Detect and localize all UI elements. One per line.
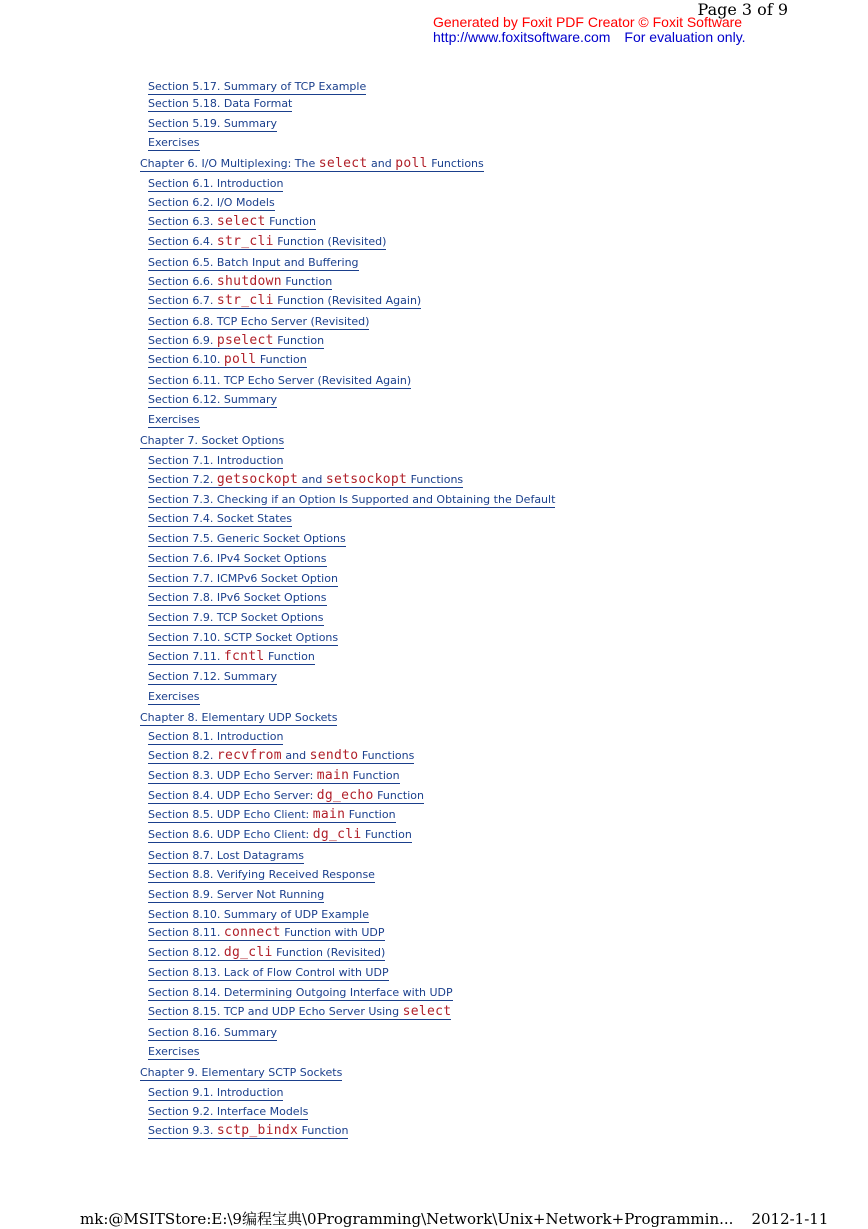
toc-section-item <box>148 747 414 765</box>
watermark-url-line <box>433 30 746 45</box>
toc-section-item <box>148 906 369 924</box>
toc-section-item <box>148 787 424 805</box>
toc-chapter-item <box>140 1064 342 1082</box>
link-text: Section 8.7. Lost Datagrams <box>148 849 305 862</box>
toc-section-link[interactable] <box>148 572 338 587</box>
link-text: Section 7.10. SCTP Socket Options <box>148 631 339 644</box>
toc-section-link[interactable] <box>148 294 421 309</box>
link-text: Function <box>256 353 307 366</box>
link-text: Section 8.14. Determining Outgoing Interface with UDP <box>148 986 453 999</box>
link-text: Chapter 7. Socket Options <box>140 434 285 447</box>
code-keyword: main <box>312 807 346 822</box>
toc-section-item <box>148 194 275 212</box>
toc-section-link[interactable] <box>148 631 338 646</box>
link-text: Function <box>298 1124 349 1137</box>
link-text: Section 8.9. Server Not Running <box>148 888 325 901</box>
toc-section-item <box>148 1084 283 1102</box>
toc-chapter-link[interactable] <box>140 434 284 449</box>
toc-section-link[interactable] <box>148 136 200 151</box>
link-text: Chapter 6. I/O Multiplexing: The <box>140 157 319 170</box>
toc-section-item <box>148 530 346 548</box>
toc-section-item <box>148 570 338 588</box>
link-text: Section 6.6. <box>148 275 217 288</box>
code-keyword: shutdown <box>216 274 282 289</box>
toc-chapter-item <box>140 432 284 450</box>
watermark-url[interactable]: http://www.foxitsoftware.com <box>433 29 611 45</box>
page-number: Page 3 of 9 <box>697 0 788 19</box>
toc-section-link[interactable] <box>148 789 424 804</box>
toc-chapter-link[interactable] <box>140 711 337 726</box>
link-text: Section 6.2. I/O Models <box>148 196 275 209</box>
toc-section-item <box>148 134 200 152</box>
toc-section-link[interactable] <box>148 908 369 923</box>
toc-section-item <box>148 332 324 350</box>
toc-section-item <box>148 273 332 291</box>
link-text: Section 6.10. <box>148 353 224 366</box>
code-keyword: fcntl <box>223 649 265 664</box>
toc-section-link[interactable] <box>148 1005 451 1020</box>
toc-section-link[interactable] <box>148 926 385 941</box>
link-text: Section 8.15. TCP and UDP Echo Server Using <box>148 1005 403 1018</box>
link-text: Function <box>345 808 396 821</box>
toc-section-item <box>148 233 386 251</box>
link-text: Function with UDP <box>280 926 385 939</box>
link-text: Section 8.3. UDP Echo Server: <box>148 769 317 782</box>
code-keyword: poll <box>395 156 428 171</box>
toc-section-item <box>148 213 316 231</box>
code-keyword: getsockopt <box>216 472 299 487</box>
toc-section-item <box>148 292 421 310</box>
code-keyword: sendto <box>309 748 359 763</box>
toc-section-item <box>148 984 453 1002</box>
link-text: Chapter 8. Elementary UDP Sockets <box>140 711 338 724</box>
code-keyword: select <box>402 1004 452 1019</box>
code-keyword: sctp_bindx <box>216 1123 299 1138</box>
footer <box>80 1208 828 1229</box>
link-text: Section 7.4. Socket States <box>148 512 293 525</box>
toc-section-link[interactable] <box>148 986 453 1001</box>
link-text: Section 7.5. Generic Socket Options <box>148 532 346 545</box>
link-text: Section 6.4. <box>148 235 217 248</box>
link-text: Section 8.10. Summary of UDP Example <box>148 908 369 921</box>
toc-section-link[interactable] <box>148 552 327 567</box>
toc-section-item <box>148 1043 200 1061</box>
toc-section-item <box>148 589 327 607</box>
code-keyword: dg_cli <box>223 945 273 960</box>
toc-section-link[interactable] <box>148 80 366 95</box>
toc-section-link[interactable] <box>148 868 375 883</box>
toc-section-link[interactable] <box>148 275 332 290</box>
code-keyword: poll <box>223 352 257 367</box>
toc-section-item <box>148 391 277 409</box>
code-keyword: pselect <box>216 333 274 348</box>
toc-section-item <box>148 847 304 865</box>
code-keyword: recvfrom <box>216 748 282 763</box>
toc-section-item <box>148 115 277 133</box>
toc-section-item <box>148 767 400 785</box>
toc-section-item <box>148 254 359 272</box>
toc-section-link[interactable] <box>148 334 324 349</box>
link-text: Function <box>281 275 333 288</box>
toc-section-link[interactable] <box>148 256 359 271</box>
toc-section-link[interactable] <box>148 117 277 132</box>
toc-section-item <box>148 688 200 706</box>
toc-chapter-link[interactable] <box>140 1066 342 1081</box>
link-text: Section 7.3. Checking if an Option Is Supported and Obtaining the Default <box>148 493 556 506</box>
code-keyword: str_cli <box>216 293 274 308</box>
link-text: Section 8.12. <box>148 946 224 959</box>
toc-section-link[interactable] <box>148 235 386 250</box>
link-text: Function <box>265 215 316 228</box>
toc-section-link[interactable] <box>148 849 304 864</box>
toc-section-item <box>148 728 283 746</box>
link-text: Section 8.11. <box>148 926 224 939</box>
link-text: Exercises <box>148 1045 200 1058</box>
link-text: Section 8.8. Verifying Received Response <box>148 868 375 881</box>
toc-section-item <box>148 95 292 113</box>
foxit-watermark <box>433 15 746 45</box>
toc-chapter-link[interactable] <box>140 157 484 172</box>
link-text: Section 5.19. Summary <box>148 117 278 130</box>
link-text: Section 6.12. Summary <box>148 393 278 406</box>
link-text: Section 7.2. <box>148 473 217 486</box>
toc-section-item <box>148 372 411 390</box>
link-text: Section 7.7. ICMPv6 Socket Option <box>148 572 338 585</box>
toc-section-item <box>148 411 200 429</box>
link-text: Chapter 9. Elementary SCTP Sockets <box>140 1066 343 1079</box>
link-text: Section 8.1. Introduction <box>148 730 284 743</box>
toc-section-link[interactable] <box>148 353 307 368</box>
toc-section-item <box>148 550 327 568</box>
toc-section-link[interactable] <box>148 215 316 230</box>
toc-section-link[interactable] <box>148 808 396 823</box>
link-text: Functions <box>407 473 464 486</box>
toc-section-link[interactable] <box>148 315 369 330</box>
link-text: Section 8.6. UDP Echo Client: <box>148 828 313 841</box>
link-text: Section 6.9. <box>148 334 217 347</box>
toc-section-link[interactable] <box>148 1045 200 1060</box>
toc-section-link[interactable] <box>148 730 283 745</box>
toc-section-item <box>148 175 283 193</box>
toc-section-link[interactable] <box>148 1086 283 1101</box>
toc-section-item <box>148 452 283 470</box>
link-text: Exercises <box>148 690 200 703</box>
watermark-line: Generated by Foxit PDF Creator © Foxit Software <box>433 14 743 30</box>
toc-section-item <box>148 648 315 666</box>
code-keyword: main <box>316 768 350 783</box>
toc-section-link[interactable] <box>148 512 292 527</box>
link-text: Section 7.8. IPv6 Socket Options <box>148 591 327 604</box>
link-text: Function <box>361 828 412 841</box>
link-text: Function (Revisited Again) <box>273 294 422 307</box>
toc-section-item <box>148 826 412 844</box>
link-text: Function (Revisited) <box>272 946 386 959</box>
code-keyword: setsockopt <box>325 472 408 487</box>
toc-section-item <box>148 629 338 647</box>
toc-section-item <box>148 471 463 489</box>
link-text: Section 7.1. Introduction <box>148 454 284 467</box>
link-text: Section 6.5. Batch Input and Buffering <box>148 256 359 269</box>
link-text: Section 9.2. Interface Models <box>148 1105 309 1118</box>
toc-section-link[interactable] <box>148 690 200 705</box>
toc-section-link[interactable] <box>148 591 327 606</box>
toc-section-link[interactable] <box>148 374 411 389</box>
toc-section-item <box>148 78 366 96</box>
toc-section-link[interactable] <box>148 1105 308 1120</box>
toc-section-item <box>148 1024 277 1042</box>
link-text: Section 6.8. TCP Echo Server (Revisited) <box>148 315 370 328</box>
toc-section-link[interactable] <box>148 888 324 903</box>
footer-date: 2012-1-11 <box>751 1210 829 1228</box>
link-text: Function <box>273 334 325 347</box>
toc-section-link[interactable] <box>148 532 346 547</box>
toc-section-item <box>148 886 324 904</box>
link-text: Section 6.11. TCP Echo Server (Revisited Again) <box>148 374 412 387</box>
link-text: Section 8.16. Summary <box>148 1026 278 1039</box>
toc-section-item <box>148 510 292 528</box>
toc-section-item <box>148 313 369 331</box>
link-text: Exercises <box>148 413 200 426</box>
toc-section-link[interactable] <box>148 828 412 843</box>
toc-section-item <box>148 964 389 982</box>
toc-section-item <box>148 944 385 962</box>
link-text: Function <box>349 769 400 782</box>
link-text: Section 8.4. UDP Echo Server: <box>148 789 317 802</box>
toc-section-link[interactable] <box>148 769 400 784</box>
toc-section-link[interactable] <box>148 454 283 469</box>
toc-section-item <box>148 1003 451 1021</box>
link-text: Section 7.12. Summary <box>148 670 278 683</box>
toc-section-link[interactable] <box>148 493 555 508</box>
toc-section-item <box>148 1122 348 1140</box>
footer-path: mk:@MSITStore:E:\9编程宝典\0Programming\Network\Unix+Network+Programmin... <box>80 1210 734 1228</box>
link-text: Section 9.1. Introduction <box>148 1086 284 1099</box>
toc-section-link[interactable] <box>148 650 315 665</box>
watermark-note: For evaluation only. <box>624 29 746 45</box>
link-text: Section 5.17. Summary of TCP Example <box>148 80 367 93</box>
link-text: and <box>367 157 396 170</box>
code-keyword: dg_echo <box>316 788 374 803</box>
toc-section-link[interactable] <box>148 473 463 488</box>
link-text: Functions <box>358 749 415 762</box>
toc-section-link[interactable] <box>148 1124 348 1139</box>
code-keyword: connect <box>223 925 281 940</box>
link-text: Section 7.11. <box>148 650 224 663</box>
link-text: and <box>281 749 310 762</box>
link-text: Section 5.18. Data Format <box>148 97 293 110</box>
toc-chapter-item <box>140 155 484 173</box>
toc-section-item <box>148 866 375 884</box>
link-text: Function <box>373 789 424 802</box>
toc-section-item <box>148 491 555 509</box>
toc-section-link[interactable] <box>148 946 385 961</box>
toc-section-item <box>148 924 385 942</box>
toc-section-link[interactable] <box>148 611 324 626</box>
link-text: Section 7.6. IPv4 Socket Options <box>148 552 327 565</box>
link-text: Section 8.2. <box>148 749 217 762</box>
toc-section-link[interactable] <box>148 393 277 408</box>
toc-section-link[interactable] <box>148 670 277 685</box>
code-keyword: dg_cli <box>312 827 362 842</box>
toc-section-item <box>148 609 324 627</box>
toc-section-item <box>148 668 277 686</box>
toc-section-link[interactable] <box>148 1026 277 1041</box>
link-text: Section 7.9. TCP Socket Options <box>148 611 324 624</box>
link-text: Section 6.3. <box>148 215 217 228</box>
link-text: Function <box>264 650 315 663</box>
link-text: Section 9.3. <box>148 1124 217 1137</box>
toc-section-item <box>148 351 307 369</box>
link-text: Section 6.7. <box>148 294 217 307</box>
toc-section-link[interactable] <box>148 413 200 428</box>
toc-section-item <box>148 1103 308 1121</box>
code-keyword: str_cli <box>216 234 274 249</box>
code-keyword: select <box>216 214 266 229</box>
link-text: and <box>298 473 326 486</box>
toc-section-item <box>148 806 396 824</box>
link-text: Section 8.13. Lack of Flow Control with UDP <box>148 966 389 979</box>
toc-section-link[interactable] <box>148 966 389 981</box>
toc-section-link[interactable] <box>148 749 414 764</box>
link-text: Exercises <box>148 136 200 149</box>
link-text: Section 6.1. Introduction <box>148 177 284 190</box>
toc-section-link[interactable] <box>148 196 275 211</box>
link-text: Functions <box>427 157 484 170</box>
toc-section-link[interactable] <box>148 97 292 112</box>
toc-section-link[interactable] <box>148 177 283 192</box>
link-text: Section 8.5. UDP Echo Client: <box>148 808 313 821</box>
toc-chapter-item <box>140 709 337 727</box>
link-text: Function (Revisited) <box>273 235 387 248</box>
code-keyword: select <box>318 156 368 171</box>
